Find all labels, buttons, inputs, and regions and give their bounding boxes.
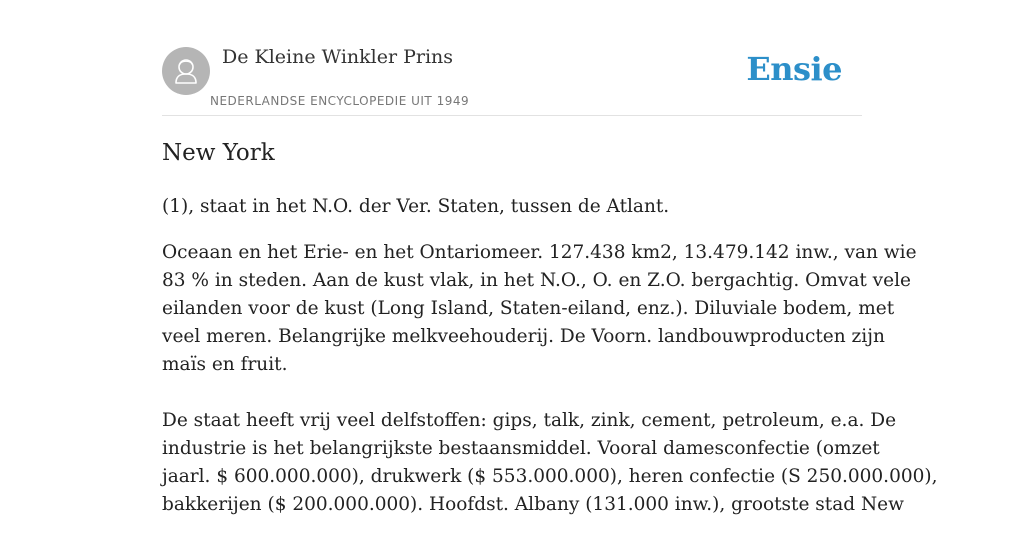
- user-icon: [162, 47, 210, 95]
- text-line: industrie is het belangrijkste bestaansmiddel. Vooral damesconfectie (omzet: [162, 438, 880, 459]
- article-title: New York: [162, 140, 275, 166]
- text-line: jaarl. $ 600.000.000), drukwerk ($ 553.000.000), heren confectie (S 250.000.000),: [162, 466, 938, 487]
- text-line: 83 % in steden. Aan de kust vlak, in het N.O., O. en Z.O. bergachtig. Omvat vele: [162, 270, 911, 291]
- article-body: [162, 239, 938, 547]
- article-lead: (1), staat in het N.O. der Ver. Staten, tussen de Atlant.: [162, 196, 670, 217]
- avatar[interactable]: [162, 47, 210, 95]
- book-title[interactable]: De Kleine Winkler Prins: [222, 46, 454, 68]
- text-line: Oceaan en het Erie- en het Ontariomeer. 127.438 km2, 13.479.142 inw., van wie: [162, 242, 917, 263]
- book-subtitle: NEDERLANDSE ENCYCLOPEDIE UIT 1949: [210, 94, 470, 108]
- text-line: maïs en fruit.: [162, 354, 288, 375]
- text-line: De staat heeft vrij veel delfstoffen: gips, talk, zink, cement, petroleum, e.a. De: [162, 410, 897, 431]
- header: [162, 0, 862, 116]
- text-line: veel meren. Belangrijke melkveehouderij. De Voorn. landbouwproducten zijn: [162, 326, 885, 347]
- page: [162, 0, 938, 515]
- paragraph-2: [162, 407, 938, 519]
- brand-logo[interactable]: Ensie: [746, 50, 842, 88]
- text-line: eilanden voor de kust (Long Island, Staten-eiland, enz.). Diluviale bodem, met: [162, 298, 895, 319]
- text-line: bakkerijen ($ 200.000.000). Hoofdst. Albany (131.000 inw.), grootste stad New: [162, 494, 904, 515]
- paragraph-1: [162, 239, 917, 379]
